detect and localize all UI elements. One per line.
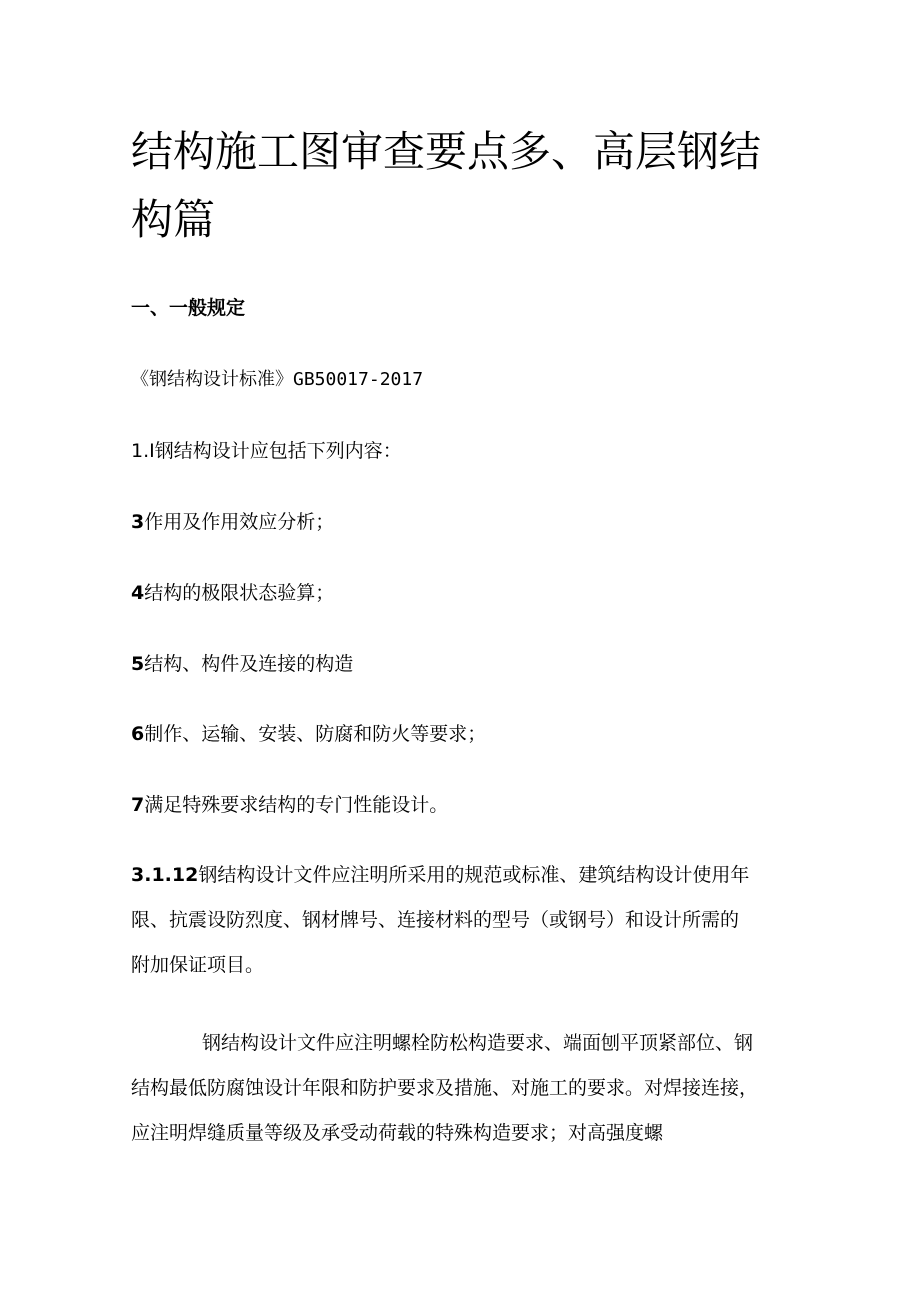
item-text: 结构、构件及连接的构造 <box>144 653 354 675</box>
list-item <box>131 650 353 678</box>
list-item <box>131 508 334 536</box>
item-text: 制作、运输、安装、防腐和防火等要求； <box>144 723 487 745</box>
paragraph-line: 钢结构设计文件应注明螺栓防松构造要求、端面刨平顶紧部位、钢 <box>202 1032 754 1054</box>
item-number: 3 <box>131 511 145 533</box>
item-number: 6 <box>131 723 145 745</box>
clause-number: 3.1.12 <box>131 864 199 886</box>
document-title: 结构施工图审查要点多、高层钢结构篇 <box>131 127 762 244</box>
item-text: 作用及作用效应分析； <box>144 511 335 533</box>
list-item <box>131 579 334 607</box>
body-paragraph <box>131 1021 811 1156</box>
section-heading: 一、一般规定 <box>131 297 246 319</box>
list-item <box>131 791 448 819</box>
item-number: 4 <box>131 582 145 604</box>
clause-line: 3.1.12钢结构设计文件应注明所采用的规范或标准、建筑结构设计使用年 <box>131 864 750 886</box>
standard-reference: 《钢结构设计标准》GB50017-2017 <box>131 369 424 390</box>
clause-3-1-12 <box>131 853 811 988</box>
item-text: 满足特殊要求结构的专门性能设计。 <box>144 794 449 816</box>
clause-line: 附加保证项目。 <box>131 954 265 976</box>
list-item <box>131 720 486 748</box>
item-number: 7 <box>131 794 145 816</box>
clause-line: 限、抗震设防烈度、钢材牌号、连接材料的型号（或钢号）和设计所需的 <box>131 909 740 931</box>
clause-1-1: 1.I钢结构设计应包括下列内容： <box>131 440 402 462</box>
paragraph-line: 应注明焊缝质量等级及承受动荷载的特殊构造要求；对高强度螺 <box>131 1122 664 1144</box>
paragraph-line: 结构最低防腐蚀设计年限和防护要求及措施、对施工的要求。对焊接连接， <box>131 1077 759 1099</box>
item-number: 5 <box>131 653 145 675</box>
item-text: 结构的极限状态验算； <box>144 582 335 604</box>
